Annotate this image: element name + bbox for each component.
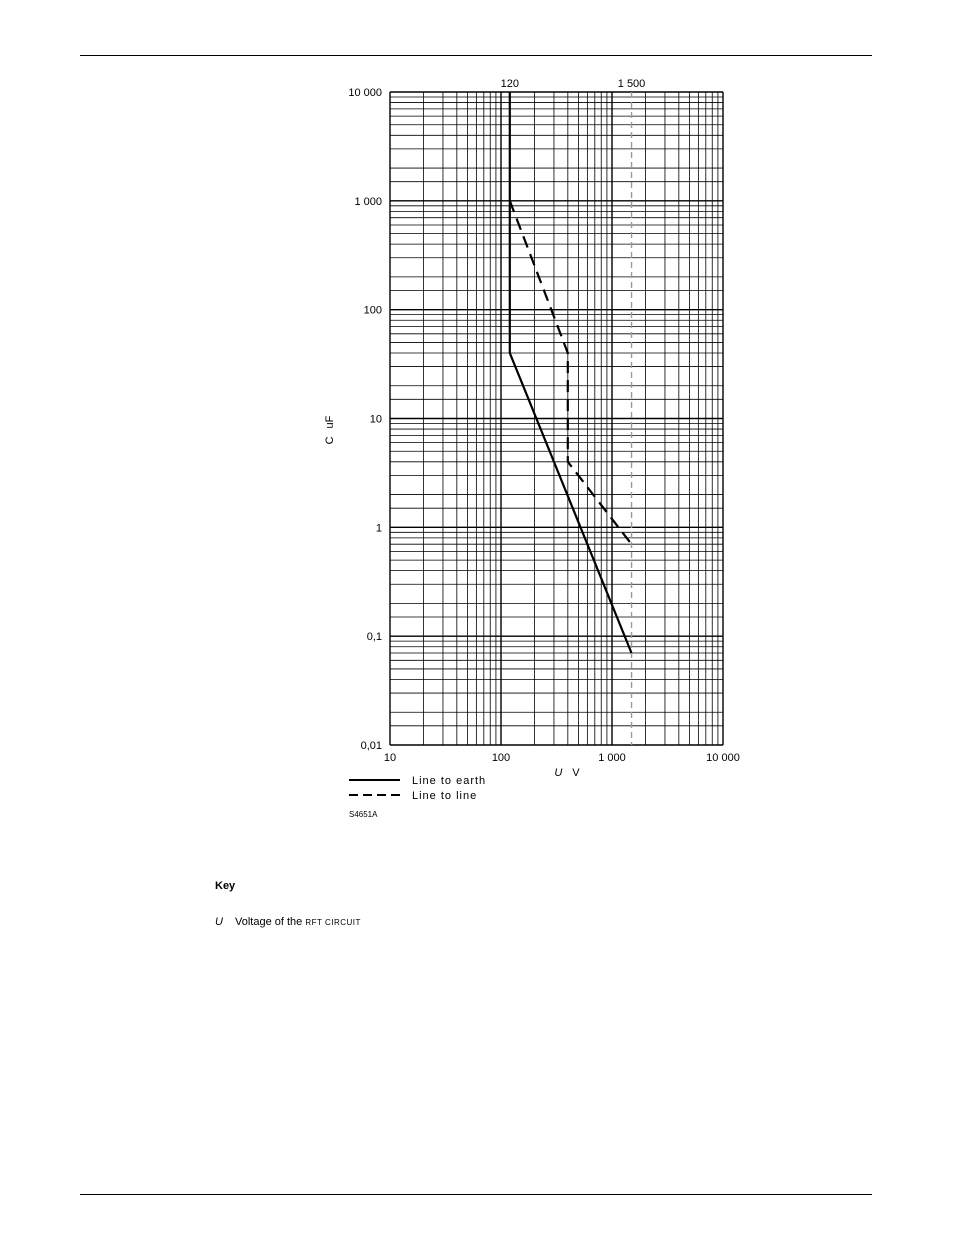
footer-rule [80, 1194, 872, 1195]
legend-label-line-to-earth: Line to earth [412, 775, 487, 787]
y-tick-label: 0,01 [360, 740, 382, 752]
key-item [215, 916, 361, 928]
y-tick-label: 1 [375, 522, 382, 535]
y-tick-label: 10 000 [348, 87, 382, 99]
y-axis-label [324, 415, 336, 444]
series-line-to-earth [510, 92, 632, 653]
tick-labels [348, 78, 739, 764]
legend-label-line-to-line: Line to line [412, 790, 478, 802]
key-title: Key [215, 880, 236, 892]
y-tick-label: 0,1 [366, 631, 382, 644]
key-description-smallcaps: RFT CIRCUIT [305, 918, 361, 927]
key-symbol: U [215, 916, 223, 928]
x-tick-label: 100 [491, 752, 511, 764]
top-marker-label: 1 500 [617, 78, 646, 90]
chart-grid [390, 92, 723, 745]
y-tick-label: 1 000 [354, 195, 382, 208]
x-axis-unit: V [572, 767, 580, 779]
y-axis-unit: uF [324, 415, 336, 429]
y-axis-symbol: C [324, 436, 336, 445]
x-axis-label [554, 767, 580, 779]
x-axis-symbol: U [554, 767, 563, 779]
x-tick-label: 10 [383, 752, 397, 764]
y-tick-label: 10 [369, 413, 382, 426]
x-tick-label: 1 000 [598, 752, 626, 764]
key-description: Voltage of the [235, 916, 306, 928]
series-lines [510, 92, 632, 653]
y-tick-label: 100 [363, 304, 382, 317]
figure-id: S4651A [349, 810, 378, 819]
legend [349, 775, 486, 802]
svg-text:CuF [324, 415, 336, 444]
series-line-to-line [510, 201, 632, 544]
top-marker-label: 120 [500, 78, 519, 90]
x-tick-label: 10 000 [706, 752, 740, 764]
